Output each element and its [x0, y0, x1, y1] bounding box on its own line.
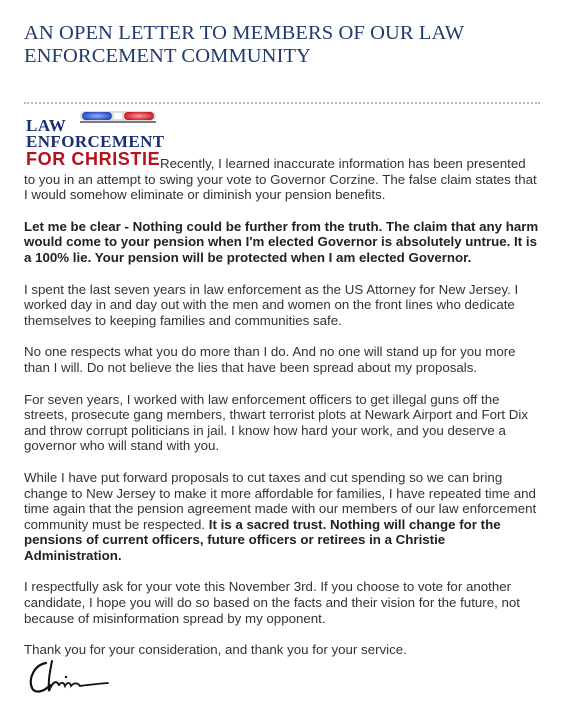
title-line-2: ENFORCEMENT COMMUNITY [24, 45, 312, 67]
logo-line-law: LAW [26, 116, 67, 135]
paragraph-6-bold-text: It is a sacred trust. Nothing will change for the pensions of current officers, future officers or retirees in a Christie Administration. [24, 516, 501, 563]
title-line-1: AN OPEN LETTER TO MEMBERS OF OUR LAW [24, 22, 465, 44]
logo-line-for-christie: FOR CHRISTIE [26, 149, 161, 169]
paragraph-4: No one respects what you do more than I do. And no one will stand up for you more than I will. Do not believe the lies that have been spread about my proposals. [24, 344, 516, 375]
police-lightbar-icon [78, 108, 158, 124]
handwritten-signature-icon [26, 655, 116, 697]
dotted-divider [24, 102, 540, 104]
paragraph-6-text: While I have put forward proposals to cut taxes and cut spending so we can bring change to New Jersey to make it more affordable for families, I have repeated time and time again that the pension agreement made with our members of our law enforcement community must be respected. [24, 469, 537, 532]
paragraph-6 [24, 470, 540, 564]
paragraph-3: I spent the last seven years in law enforcement as the US Attorney for New Jersey. I worked day in and day out with the men and women on the front lines who dedicate themselves to keeping families and communities safe. [24, 281, 519, 328]
paragraph-7: I respectfully ask for your vote this November 3rd. If you choose to vote for another candidate, I hope you will do so based on the facts and their vision for the future, not because of misinformation spread by my opponent. [24, 579, 520, 626]
logo-line-enforcement: ENFORCEMENT [26, 132, 165, 151]
paragraph-8: Thank you for your consideration, and thank you for your service. [24, 642, 407, 658]
paragraph-5: For seven years, I worked with law enforcement officers to get illegal guns off the streets, prosecute gang members, thwart terrorist plots at Newark Airport and Fort Dix and throw corrupt politicians in jail. I know how hard your work, and you deserve a governor who will stand with you. [24, 391, 528, 454]
paragraph-2: Let me be clear - Nothing could be further from the truth. The claim that any harm would come to your pension when I'm elected Governor is absolutely untrue. It is a 100% lie. Your pension will be protected when I am elected Governor. [24, 218, 539, 265]
letter-title [24, 22, 544, 68]
paragraph-1: Recently, I learned inaccurate information has been presented to you in an attempt to swing your vote to Governor Corzine. The false claim states that I would somehow eliminate or diminish your pension benefits. [24, 156, 537, 203]
letter-body [24, 156, 540, 674]
